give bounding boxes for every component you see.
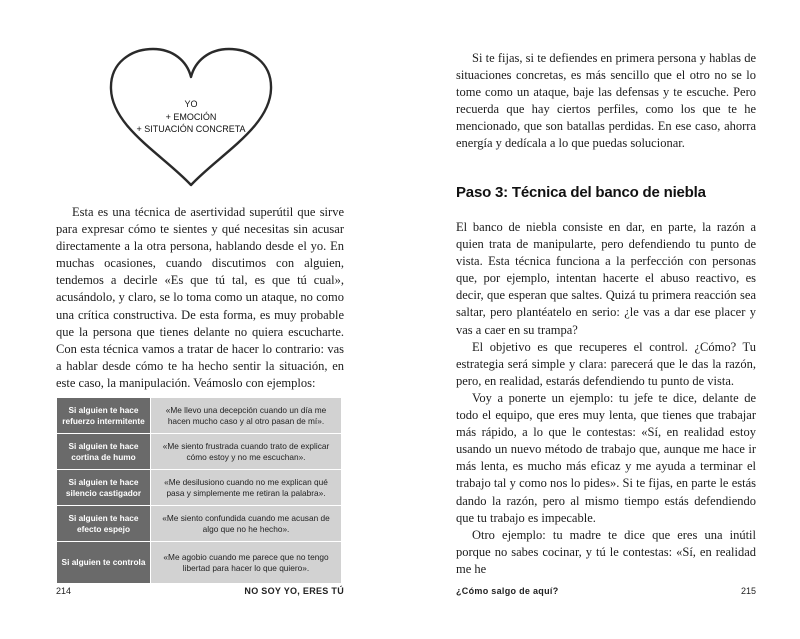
right-body-text xyxy=(456,219,756,578)
table-row xyxy=(57,470,342,506)
section-heading: Paso 3: Técnica del banco de niebla xyxy=(456,184,706,201)
right-intro-text xyxy=(456,50,756,153)
page-number-right: 215 xyxy=(740,586,756,596)
body-paragraph: Voy a ponerte un ejemplo: tu jefe te dice, delante de todo el equipo, que eres muy lenta, que tienes que trabajar más rápido, a lo que le contestas: «Sí, en realidad estoy usando un nuevo método de trabajo que, aunque me hace ir más lenta, es mucho más eficaz y me ayuda a terminar el trabajo tal y como nos lo pides». Si te fijas, en parte le estás dando la razón, pero al mismo tiempo estás defendiendo que tu trabajo es impecable. xyxy=(456,390,756,525)
table-cell-situation: Si alguien te hace efecto espejo xyxy=(57,506,151,542)
body-paragraph: Otro ejemplo: tu madre te dice que eres una inútil porque no sabes cocinar, y tú le contestas: «Sí, en realidad me he xyxy=(456,527,756,576)
heart-caption xyxy=(108,98,274,136)
intro-paragraph: Si te fijas, si te defiendes en primera persona y hablas de situaciones concretas, es más sencillo que el otro no se lo tome como un ataque, baje las defensas y te escuche. Pero recuerda que hay ciertos perfiles, como los que te he mencionado, que son batallas perdidas. En ese caso, ahorra energía y dedícala a lo que puedas solucionar. xyxy=(456,51,756,151)
heart-line-yo: YO xyxy=(184,99,198,109)
table-cell-situation: Si alguien te hace refuerzo intermitente xyxy=(57,398,151,434)
table-cell-situation: Si alguien te hace cortina de humo xyxy=(57,434,151,470)
running-head-right: ¿Cómo salgo de aquí? xyxy=(456,586,559,596)
right-page xyxy=(400,0,800,639)
running-head-left: NO SOY YO, ERES TÚ xyxy=(244,586,344,596)
left-body-text xyxy=(56,204,344,392)
assertiveness-paragraph: Esta es una técnica de asertividad superútil que sirve para expresar cómo te sientes y qué necesitas sin acusar directamente a la otra persona, hablando desde el yo. En muchas ocasiones, cuando discutimos con alguien, tendemos a decirle «Es que tú tal, es que tú cual», acusándolo, y claro, se lo toma como un ataque, no como una crítica constructiva. De esta forma, es muy probable que la persona que tienes delante no quiera escucharte. Con esta técnica vamos a tratar de hacer lo contrario: vas a hablar desde cómo te ha hecho sentir la situación, en este caso, la manipulación. Veámoslo con ejemplos: xyxy=(56,205,344,390)
body-paragraph: El banco de niebla consiste en dar, en parte, la razón a quien trata de manipularte, pero defendiendo tu punto de vista. Esta técnica funciona a la perfección con personas que, por ejemplo, intentan hacerte el abuso reactivo, es decir, que esperan que saltes. Quizá tu primera reacción sea saltar, pero plantéatelo en serio: ¿le vas a dar ese placer y vas a caer en su trampa? xyxy=(456,220,756,337)
table-cell-response: «Me llevo una decepción cuando un día me hacen mucho caso y al otro pasan de mí». xyxy=(151,398,342,434)
body-paragraph: El objetivo es que recuperes el control. ¿Cómo? Tu estrategia será simple y clara: parecerá que le das la razón, pero, en realidad, estarás defendiendo tu punto de vista. xyxy=(456,339,756,388)
heart-line-emocion: + EMOCIÓN xyxy=(165,111,217,122)
table-row xyxy=(57,542,342,584)
table-cell-response: «Me siento frustrada cuando trato de explicar cómo estoy y no me escuchan». xyxy=(151,434,342,470)
examples-table xyxy=(56,397,342,584)
table-row xyxy=(57,506,342,542)
table-row xyxy=(57,434,342,470)
table-cell-response: «Me siento confundida cuando me acusan de algo que no he hecho». xyxy=(151,506,342,542)
table-cell-response: «Me desilusiono cuando no me explican qué pasa y simplemente me retiran la palabra». xyxy=(151,470,342,506)
table-cell-response: «Me agobio cuando me parece que no tengo libertad para hacer lo que quiero». xyxy=(151,542,342,584)
page-number-left: 214 xyxy=(56,586,72,596)
table-row xyxy=(57,398,342,434)
heart-diagram xyxy=(108,47,274,187)
table-cell-situation: Si alguien te controla xyxy=(57,542,151,584)
heart-line-situacion: + SITUACIÓN CONCRETA xyxy=(136,124,246,134)
table-cell-situation: Si alguien te hace silencio castigador xyxy=(57,470,151,506)
